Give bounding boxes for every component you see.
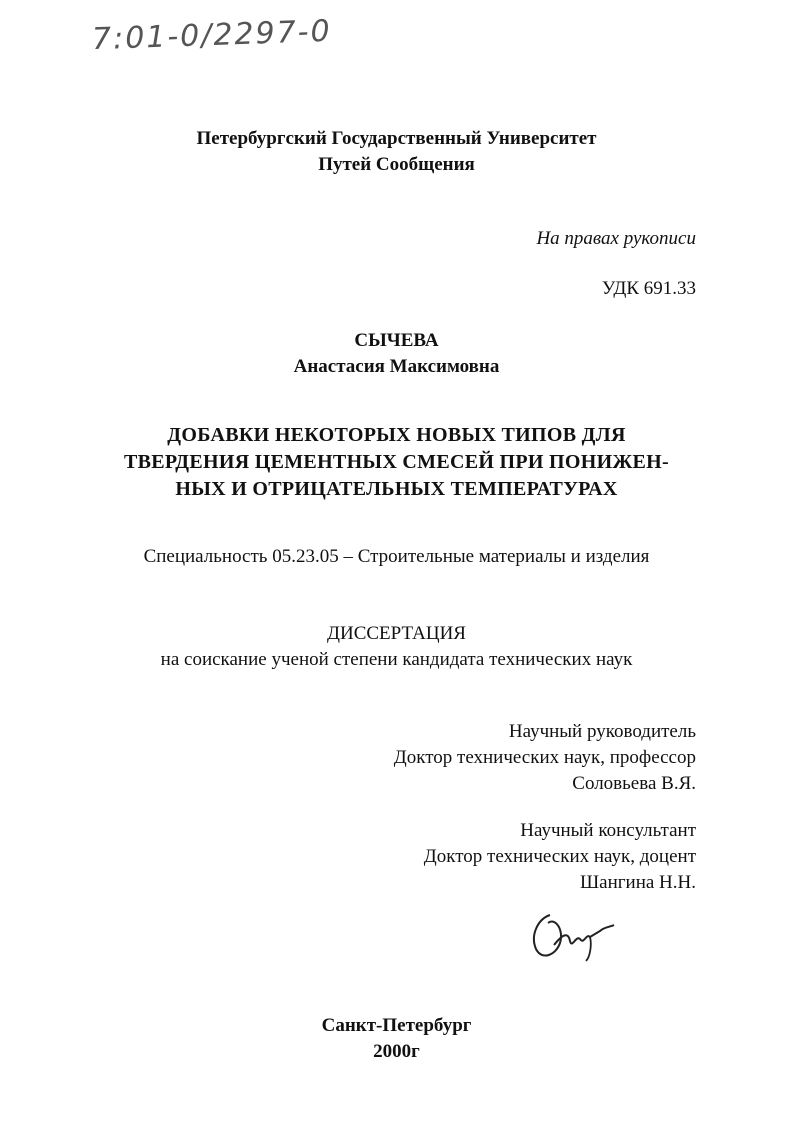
title-line-1: ДОБАВКИ НЕКОТОРЫХ НОВЫХ ТИПОВ ДЛЯ — [167, 424, 626, 446]
title-line-2: ТВЕРДЕНИЯ ЦЕМЕНТНЫХ СМЕСЕЙ ПРИ ПОНИЖЕН- — [124, 451, 669, 473]
consultant-degree: Доктор технических наук, доцент — [423, 846, 696, 867]
supervisor-block — [394, 719, 696, 797]
author-given-names: Анастасия Максимовна — [293, 356, 500, 377]
supervisor-degree: Доктор технических наук, профессор — [393, 747, 696, 768]
work-type-block — [0, 621, 793, 673]
consultant-role: Научный консультант — [520, 820, 696, 841]
manuscript-rights: На правах рукописи — [536, 228, 696, 249]
title-line-3: НЫХ И ОТРИЦАТЕЛЬНЫХ ТЕМПЕРАТУРАХ — [175, 478, 618, 500]
specialty: Специальность 05.23.05 – Строительные материалы и изделия — [143, 546, 650, 567]
archive-stamp: 7:01-0/2297-0 — [91, 13, 333, 58]
university-header — [0, 126, 793, 178]
city: Санкт-Петербург — [321, 1015, 472, 1036]
udk-code: УДК 691.33 — [601, 278, 696, 299]
author-surname: СЫЧЕВА — [354, 330, 439, 351]
author-block — [0, 328, 793, 380]
university-name-line1: Петербургский Государственный Университет — [196, 128, 597, 149]
year: 2000г — [373, 1041, 420, 1062]
work-type-purpose: на соискание ученой степени кандидата технических наук — [160, 649, 633, 670]
supervisor-name: Соловьева В.Я. — [572, 773, 696, 794]
supervisor-role: Научный руководитель — [508, 721, 696, 742]
place-year-block — [0, 1013, 793, 1065]
university-name-line2: Путей Сообщения — [318, 154, 475, 175]
consultant-block — [424, 818, 696, 896]
work-type-label: ДИССЕРТАЦИЯ — [327, 623, 466, 644]
handwritten-signature-icon — [520, 905, 620, 965]
consultant-name: Шангина Н.Н. — [579, 872, 696, 893]
dissertation-title — [0, 422, 793, 503]
